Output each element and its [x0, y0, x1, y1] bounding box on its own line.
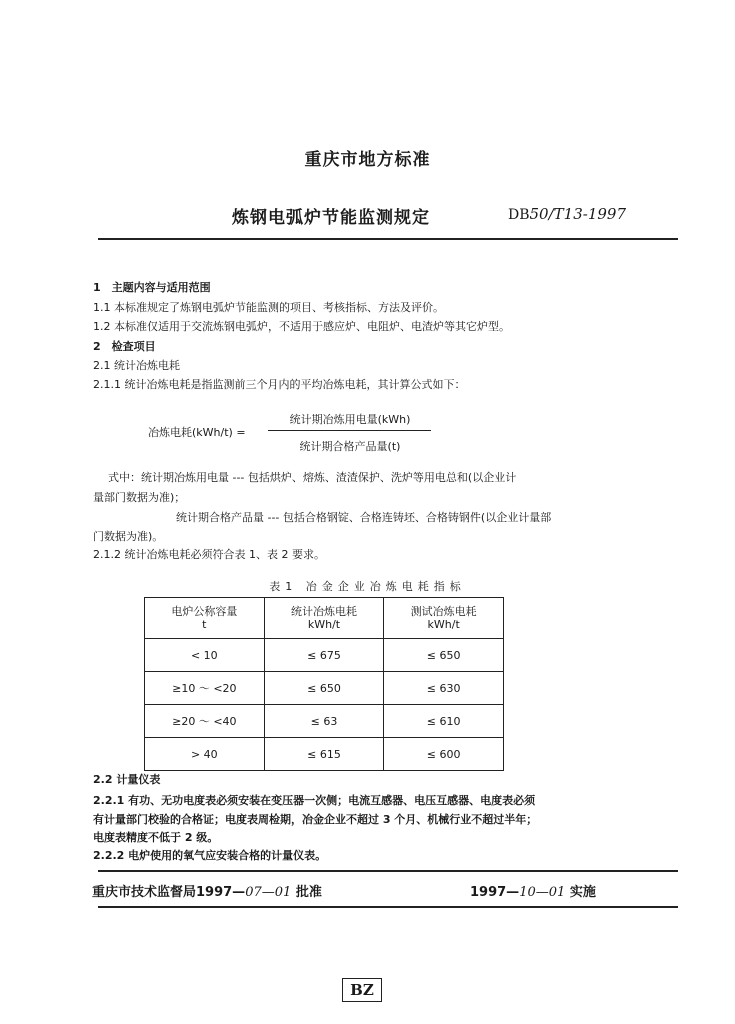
org-standard-title: 重庆市地方标准 [304, 150, 431, 170]
table-cell: ≥20 ～ <40 [145, 705, 265, 738]
table-header-row [145, 598, 504, 639]
clause-2-2-2: 2.2.2 电炉使用的氧气应安装合格的计量仪表。 [93, 849, 327, 862]
clause-2-2-1-line-1: 2.2.1 有功、无功电度表必须安装在变压器一次侧；电流互感器、电压互感器、电度表必须 [93, 794, 536, 807]
note-2-line-1: 统计期合格产品量 --- 包括合格钢锭、合格连铸坯、合格铸钢件(以企业计量部 [176, 511, 552, 524]
table-cell: ≤ 600 [384, 738, 504, 771]
document-title: 炼钢电弧炉节能监测规定 [232, 208, 430, 228]
header-stat-consumption: 统计冶炼电耗 kWh/t [264, 598, 384, 639]
table-cell: ≤ 615 [264, 738, 384, 771]
clause-1-2: 1.2 本标准仅适用于交流炼钢电弧炉，不适用于感应炉、电阻炉、电渣炉等其它炉型。 [93, 320, 510, 333]
table-caption: 表1 冶金企业冶炼电耗指标 [269, 580, 466, 593]
table-cell: ≤ 650 [384, 639, 504, 672]
table-cell: ≤ 675 [264, 639, 384, 672]
doc-prefix: DB [508, 207, 530, 223]
header-rule [98, 238, 678, 240]
header-test-consumption: 测试冶炼电耗 kWh/t [384, 598, 504, 639]
energy-table [144, 597, 504, 771]
section-1-heading: 1 主题内容与适用范围 [93, 281, 211, 294]
footer-rule-top [98, 870, 678, 872]
table-row [145, 672, 504, 705]
fraction-bar [268, 430, 431, 431]
table-cell: < 10 [145, 639, 265, 672]
clause-2-1: 2.1 统计冶炼电耗 [93, 359, 180, 372]
table-row [145, 639, 504, 672]
clause-2-1-1: 2.1.1 统计冶炼电耗是指监测前三个月内的平均冶炼电耗，其计算公式如下： [93, 378, 466, 391]
implementation-line: 1997—10—01 实施 [470, 885, 596, 900]
clause-1-1: 1.1 本标准规定了炼钢电弧炉节能监测的项目、考核指标、方法及评价。 [93, 301, 444, 314]
table-cell: > 40 [145, 738, 265, 771]
clause-2-2-1-line-3: 电度表精度不低于 2 级。 [93, 831, 219, 844]
section-2-heading: 2 检查项目 [93, 340, 156, 353]
formula-numerator: 统计期冶炼用电量(kWh) [289, 413, 411, 426]
approval-date-handwritten: 07—01 [245, 885, 292, 900]
header-capacity: 电炉公称容量 t [145, 598, 265, 639]
table-cell: ≤ 650 [264, 672, 384, 705]
footer-rule-bottom [98, 906, 678, 908]
formula-denominator: 统计期合格产品量(t) [299, 440, 401, 453]
document-number [508, 205, 626, 223]
note-1-line-2: 量部门数据为准)； [93, 491, 186, 504]
approval-line: 重庆市技术监督局1997—07—01 批准 [92, 885, 322, 900]
note-1-line-1: 式中：统计期冶炼用电量 --- 包括烘炉、熔炼、渣渣保护、洗炉等用电总和(以企业计 [108, 471, 517, 484]
table-row [145, 705, 504, 738]
bz-stamp: BZ [342, 978, 382, 1002]
table-cell: ≤ 63 [264, 705, 384, 738]
clause-2-2-1-line-2: 有计量部门校验的合格证；电度表周检期，冶金企业不超过 3 个月、机械行业不超过半年； [93, 813, 538, 826]
formula-lhs: 冶炼电耗(kWh/t) = [148, 426, 246, 439]
table-cell: ≥10 ～ <20 [145, 672, 265, 705]
clause-2-1-2: 2.1.2 统计冶炼电耗必须符合表 1、表 2 要求。 [93, 548, 325, 561]
implement-date-handwritten: 10—01 [519, 885, 566, 900]
table-row [145, 738, 504, 771]
doc-number-handwritten: 50/T13-1997 [529, 205, 626, 223]
note-2-line-2: 门数据为准)。 [93, 530, 164, 543]
table-cell: ≤ 610 [384, 705, 504, 738]
table-cell: ≤ 630 [384, 672, 504, 705]
clause-2-2: 2.2 计量仪表 [93, 773, 161, 786]
